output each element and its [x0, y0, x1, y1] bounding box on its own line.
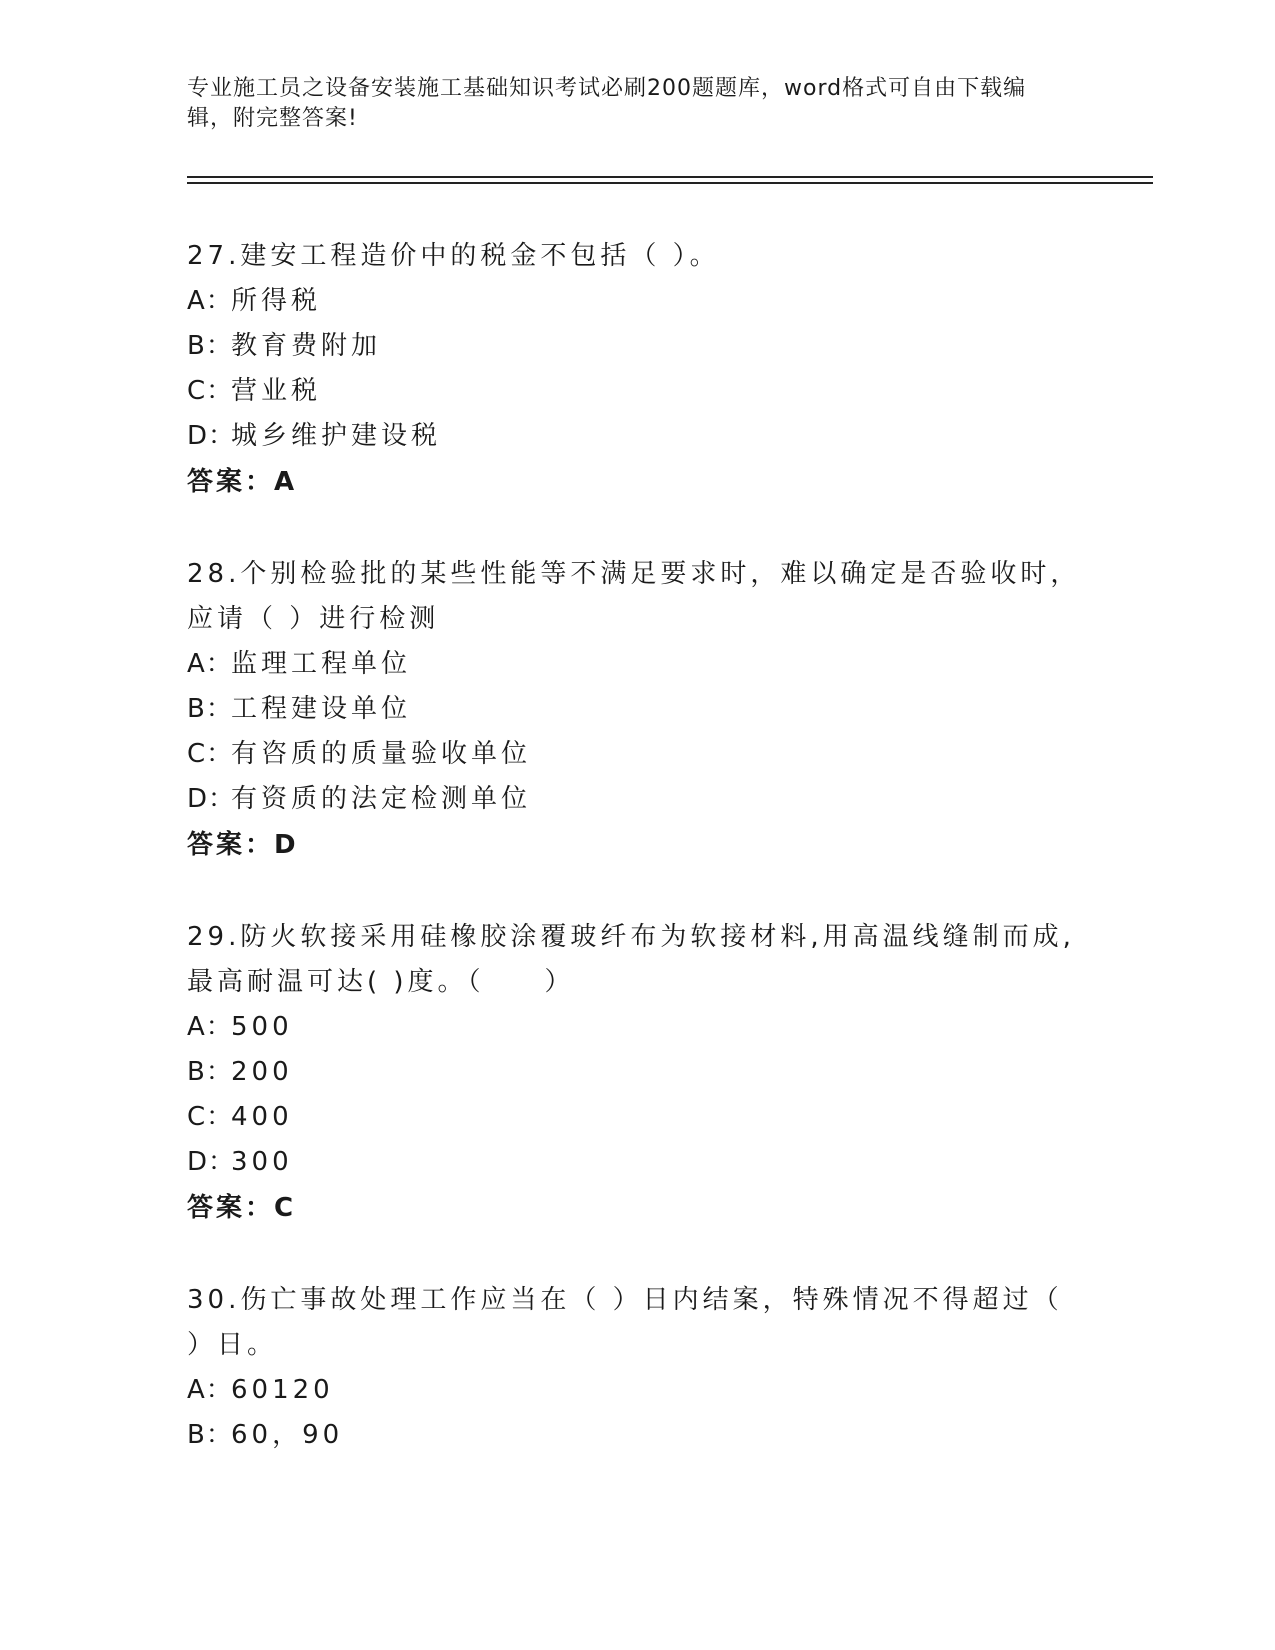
option-d	[187, 414, 1087, 459]
option-text: 城乡维护建设税	[231, 421, 442, 451]
question-list	[187, 234, 1087, 1505]
question-text: 28.个别检验批的某些性能等不满足要求时，难以确定是否验收时，应请（ ）进行检测	[187, 559, 1081, 634]
option-key: A：	[187, 1012, 233, 1042]
question-29	[187, 915, 1087, 1231]
option-key: D：	[187, 421, 236, 451]
option-a	[187, 642, 1087, 687]
option-a	[187, 1368, 1087, 1413]
question-27	[187, 234, 1087, 505]
option-a	[187, 279, 1087, 324]
option-text: 400	[231, 1102, 293, 1132]
answer-line: 答案：A	[187, 467, 298, 497]
option-key: A：	[187, 649, 233, 679]
question-text: 30.伤亡事故处理工作应当在（ ）日内结案，特殊情况不得超过（ ）日。	[187, 1285, 1063, 1360]
option-key: D：	[187, 784, 236, 814]
option-d	[187, 1140, 1087, 1185]
option-b	[187, 324, 1087, 369]
option-b	[187, 687, 1087, 732]
header-divider-top	[187, 176, 1153, 178]
option-text: 300	[231, 1147, 293, 1177]
option-text: 监理工程单位	[231, 649, 412, 679]
option-text: 60，90	[231, 1420, 344, 1450]
option-c	[187, 732, 1087, 777]
question-text: 27.建安工程造价中的税金不包括（ ）。	[187, 241, 720, 271]
option-text: 有咨质的质量验收单位	[231, 739, 532, 769]
option-text: 教育费附加	[231, 331, 382, 361]
document-header: 专业施工员之设备安装施工基础知识考试必刷200题题库，word格式可自由下载编辑，附完整答案!	[187, 76, 1027, 131]
option-text: 营业税	[231, 376, 322, 406]
option-key: C：	[187, 1102, 234, 1132]
option-key: B：	[187, 1420, 233, 1450]
option-key: B：	[187, 694, 233, 724]
option-text: 有资质的法定检测单位	[231, 784, 532, 814]
answer-line: 答案：C	[187, 1193, 297, 1223]
answer-line: 答案：D	[187, 830, 299, 860]
option-text: 工程建设单位	[231, 694, 412, 724]
option-b	[187, 1050, 1087, 1095]
option-key: A：	[187, 286, 233, 316]
option-d	[187, 777, 1087, 822]
option-b	[187, 1413, 1087, 1458]
question-30	[187, 1278, 1087, 1458]
header-divider-bottom	[187, 182, 1153, 184]
option-c	[187, 1095, 1087, 1140]
option-key: C：	[187, 376, 234, 406]
option-text: 500	[231, 1012, 293, 1042]
question-text: 29.防火软接采用硅橡胶涂覆玻纤布为软接材料,用高温线缝制而成,最高耐温可达( )度。（ ）	[187, 922, 1075, 997]
option-c	[187, 369, 1087, 414]
question-28	[187, 552, 1087, 868]
option-a	[187, 1005, 1087, 1050]
option-key: B：	[187, 331, 233, 361]
option-text: 60120	[231, 1375, 334, 1405]
option-text: 200	[231, 1057, 293, 1087]
option-text: 所得税	[231, 286, 322, 316]
option-key: D：	[187, 1147, 236, 1177]
option-key: B：	[187, 1057, 233, 1087]
option-key: C：	[187, 739, 234, 769]
option-key: A：	[187, 1375, 233, 1405]
